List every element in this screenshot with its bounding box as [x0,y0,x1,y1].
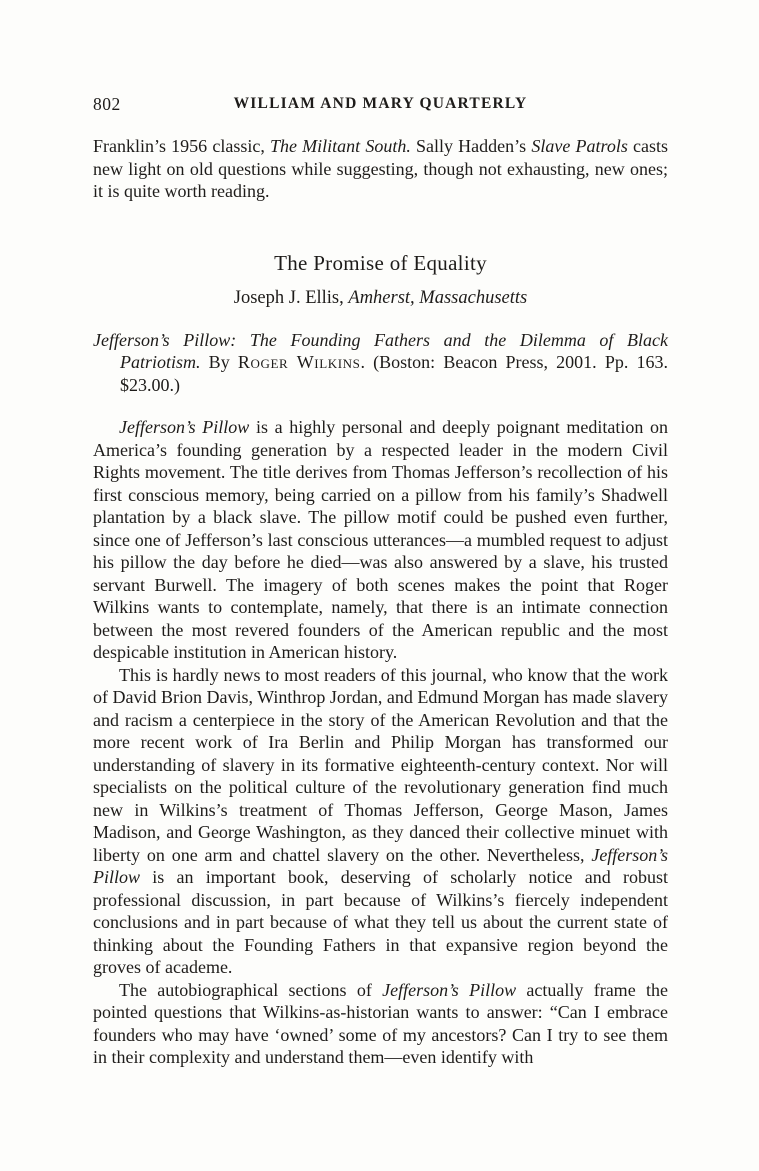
body-paragraph-2: This is hardly news to most readers of this journal, who know that the work of David Brion Davis, Winthrop Jordan, and Edmund Morgan has made slavery and racism a centerpiece in the story of the American Revolution and that the more recent work of Ira Berlin and Philip Morgan has transformed our understanding of slavery in its formative eighteenth-century context. Nor will specialists on the political culture of the revolutionary generation find much new in Wilkins’s treatment of Thomas Jefferson, George Mason, James Madison, and George Washington, as they danced their collective minuet with liberty on one arm and chattel slavery on the other. Nevertheless, Jefferson’s Pillow is an important book, deserving of scholarly notice and robust professional discussion, in part because of Wilkins’s fiercely independent conclusions and in part because of what they tell us about the current state of thinking about the Founding Fathers in that expansive region beyond the groves of academe. [93,664,669,977]
body-paragraph-1: Jefferson’s Pillow is a highly personal and deeply poignant meditation on America’s founding generation by a respected leader in the modern Civil Rights movement. The title derives from Thomas Jefferson’s recollection of his first conscious memory, being carried on a pillow from his family’s Shadwell plantation by a black slave. The pillow motif could be pushed even further, since one of Jefferson’s last conscious utterances—a mumbled request to adjust his pillow the day before he died—was also answered by a slave, his trusted servant Burwell. The imagery of both scenes makes the point that Roger Wilkins wants to contemplate, namely, that there is an intimate connection between the most revered founders of the American republic and the most despicable institution in American history. [93,417,668,662]
text-block [93,0,668,1069]
intro-paragraph: Franklin’s 1956 classic, The Militant South. Sally Hadden’s Slave Patrols casts new light on old questions while suggesting, though not exhausting, new ones; it is quite worth reading. [93,136,669,201]
journal-title: WILLIAM AND MARY QUARTERLY [233,95,528,112]
page-number: 802 [93,94,121,114]
review-body [93,416,668,1069]
body-paragraph-3: The autobiographical sections of Jefferson’s Pillow actually frame the pointed questions that Wilkins-as-historian wants to answer: “Can I embrace founders who may have ‘owned’ some of my ancestors? Can I try to see them in their complexity and understand them—even identify with [93,979,668,1067]
review-title: The Promise of Equality [274,250,487,275]
running-header [93,94,668,114]
reviewer-byline: Joseph J. Ellis, Amherst, Massachusetts [233,287,528,308]
book-citation: Jefferson’s Pillow: The Founding Fathers and the Dilemma of Black Patriotism. By Roger Wilkins. (Boston: Beacon Press, 2001. Pp. 163. $23.00.) [93,329,668,395]
